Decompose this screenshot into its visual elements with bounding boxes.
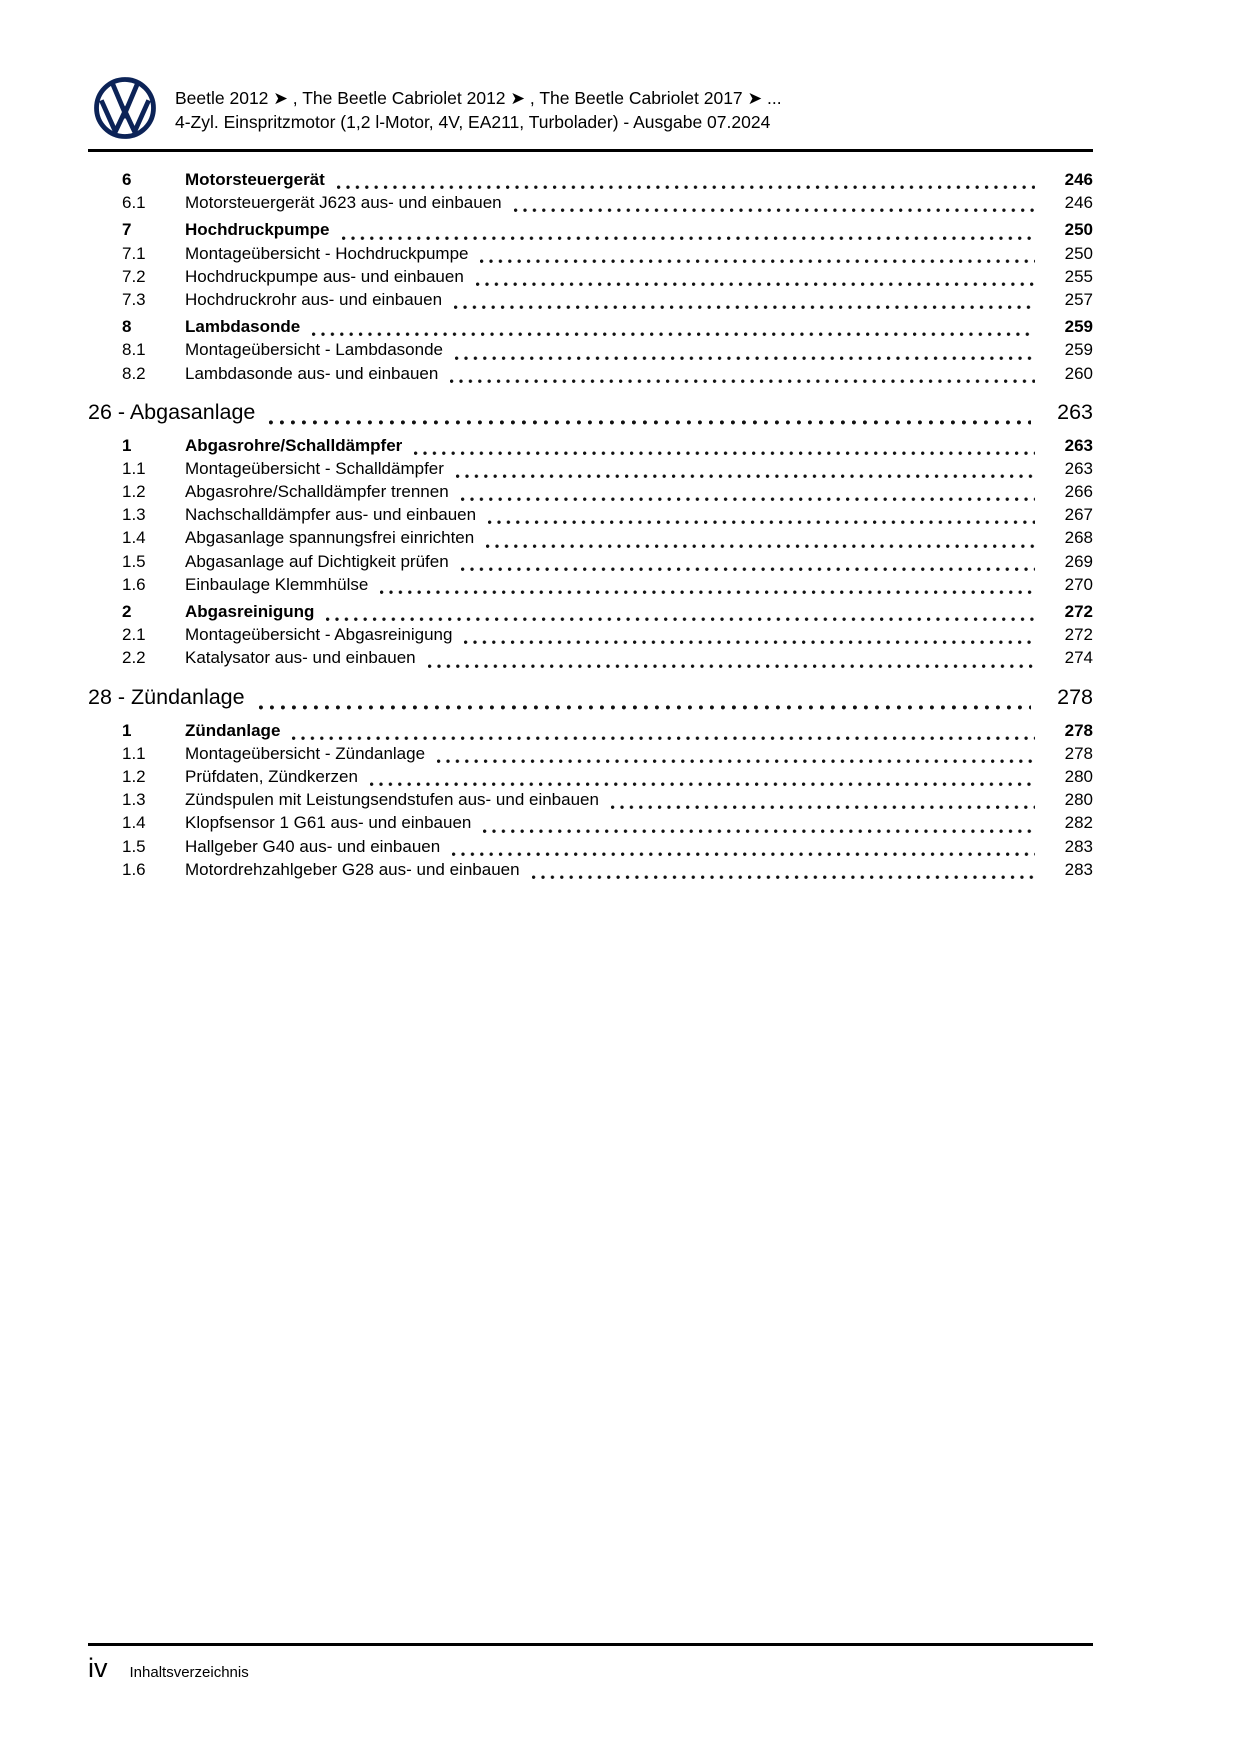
entry-title: Abgasrohre/Schalldämpfer — [185, 435, 403, 455]
entry-title: Abgasanlage spannungsfrei einrichten — [185, 528, 475, 548]
footer-page-number: iv — [88, 1653, 108, 1683]
header-text — [175, 76, 782, 134]
entry-title: Nachschalldämpfer aus- und einbauen — [185, 505, 477, 525]
dot-leader — [337, 185, 1035, 190]
entry-number: 1.1 — [122, 743, 146, 763]
entry-title: Zündspulen mit Leistungsendstufen aus- und einbauen — [185, 790, 599, 810]
dot-leader — [259, 705, 1031, 711]
entry-number: 7 — [122, 220, 132, 240]
entry-page-number: 260 — [1064, 363, 1093, 383]
dot-leader — [486, 544, 1035, 549]
entry-page-number: 269 — [1064, 551, 1093, 571]
entry-number: 8 — [122, 317, 132, 337]
entry-title: Hallgeber G40 aus- und einbauen — [185, 836, 441, 856]
entry-number: 6 — [122, 170, 132, 189]
footer-section-label: Inhaltsverzeichnis — [129, 1664, 249, 1681]
entry-number: 1 — [122, 435, 132, 455]
toc-chapter-row — [88, 400, 1093, 430]
entry-number: 7.3 — [122, 289, 146, 309]
entry-title: Lambdasonde aus- und einbauen — [185, 363, 439, 383]
entry-page-number: 280 — [1064, 766, 1093, 786]
entry-page-number: 255 — [1064, 266, 1093, 286]
entry-page-number: 266 — [1064, 482, 1093, 502]
toc-entry-row — [122, 290, 1093, 313]
entry-number: 1.3 — [122, 790, 146, 810]
dot-leader — [488, 520, 1035, 525]
toc-entry-row — [122, 575, 1093, 598]
toc-entry-row — [122, 860, 1093, 883]
entry-number: 2.1 — [122, 625, 146, 645]
dot-leader — [454, 305, 1035, 310]
entry-number: 1.5 — [122, 836, 146, 856]
toc-entry-row — [122, 459, 1093, 482]
toc-entry-row — [122, 505, 1093, 528]
entry-number: 1.2 — [122, 482, 146, 502]
footer-divider — [88, 1643, 1093, 1646]
dot-leader — [456, 474, 1035, 479]
toc-entry-row — [122, 267, 1093, 290]
entry-number: 2.2 — [122, 648, 146, 668]
entry-page-number: 280 — [1064, 790, 1093, 810]
dot-leader — [483, 829, 1035, 834]
entry-title: Montageübersicht - Lambdasonde — [185, 340, 443, 360]
dot-leader — [461, 497, 1035, 502]
toc-entry-row — [122, 340, 1093, 363]
entry-number: 1.2 — [122, 766, 146, 786]
entry-page-number: 282 — [1064, 813, 1093, 833]
chapter-title: 28 - Zündanlage — [88, 684, 245, 709]
entry-page-number: 250 — [1064, 220, 1093, 240]
dot-leader — [414, 451, 1035, 456]
entry-number: 1.4 — [122, 528, 146, 548]
entry-number: 1.5 — [122, 551, 146, 571]
dot-leader — [455, 356, 1035, 361]
dot-leader — [437, 759, 1035, 764]
entry-page-number: 270 — [1064, 574, 1093, 594]
toc-entry-row — [122, 602, 1093, 625]
header-divider — [88, 149, 1093, 152]
toc-entry-row — [122, 170, 1093, 193]
toc-entry-row — [122, 193, 1093, 216]
dot-leader — [480, 259, 1035, 264]
entry-title: Montageübersicht - Hochdruckpumpe — [185, 243, 469, 263]
dot-leader — [464, 640, 1035, 645]
entry-title: Montageübersicht - Zündanlage — [185, 743, 426, 763]
entry-page-number: 274 — [1064, 648, 1093, 668]
entry-number: 7.1 — [122, 243, 146, 263]
entry-number: 7.2 — [122, 266, 146, 286]
entry-title: Zündanlage — [185, 720, 281, 740]
entry-page-number: 250 — [1064, 243, 1093, 263]
entry-title: Klopfsensor 1 G61 aus- und einbauen — [185, 813, 472, 833]
toc-entry-row — [122, 837, 1093, 860]
dot-leader — [611, 805, 1035, 810]
entry-title: Prüfdaten, Zündkerzen — [185, 766, 358, 786]
entry-page-number: 283 — [1064, 836, 1093, 856]
entry-number: 8.1 — [122, 340, 146, 360]
toc-entry-row — [122, 220, 1093, 243]
entry-title: Abgasreinigung — [185, 602, 315, 621]
toc-entry-row — [122, 813, 1093, 836]
entry-page-number: 246 — [1064, 193, 1093, 213]
entry-title: Abgasrohre/Schalldämpfer trennen — [185, 482, 449, 502]
entry-page-number: 278 — [1064, 720, 1093, 740]
entry-number: 1.6 — [122, 859, 146, 879]
header-model-line: Beetle 2012 ➤ , The Beetle Cabriolet 2012 ➤ , The Beetle Cabriolet 2017 ➤ ... — [175, 88, 782, 108]
entry-page-number: 267 — [1064, 505, 1093, 525]
entry-number: 8.2 — [122, 363, 146, 383]
dot-leader — [292, 736, 1035, 741]
dot-leader — [514, 208, 1035, 213]
entry-number: 1 — [122, 720, 132, 740]
dot-leader — [370, 782, 1035, 787]
toc-entry-row — [122, 744, 1093, 767]
entry-page-number: 272 — [1064, 602, 1093, 621]
chapter-page-number: 278 — [1057, 684, 1093, 709]
entry-title: Katalysator aus- und einbauen — [185, 648, 416, 668]
toc-entry-row — [122, 244, 1093, 267]
entry-page-number: 268 — [1064, 528, 1093, 548]
footer-text — [88, 1653, 1093, 1683]
entry-page-number: 246 — [1064, 170, 1093, 189]
dot-leader — [476, 282, 1035, 287]
toc-entry-row — [122, 317, 1093, 340]
entry-page-number: 263 — [1064, 435, 1093, 455]
chapter-page-number: 263 — [1057, 399, 1093, 424]
entry-title: Montageübersicht - Abgasreinigung — [185, 625, 453, 645]
dot-leader — [452, 852, 1035, 857]
dot-leader — [269, 420, 1031, 426]
entry-page-number: 259 — [1064, 340, 1093, 360]
toc-chapter-row — [88, 685, 1093, 715]
dot-leader — [450, 379, 1035, 384]
toc-entry-row — [122, 528, 1093, 551]
entry-title: Hochdruckpumpe aus- und einbauen — [185, 266, 464, 286]
header-engine-line: 4-Zyl. Einspritzmotor (1,2 l-Motor, 4V, EA211, Turbolader) - Ausgabe 07.2024 — [175, 111, 771, 132]
entry-page-number: 257 — [1064, 289, 1093, 309]
entry-title: Abgasanlage auf Dichtigkeit prüfen — [185, 551, 449, 571]
entry-page-number: 283 — [1064, 859, 1093, 879]
dot-leader — [312, 332, 1035, 337]
entry-number: 6.1 — [122, 193, 146, 213]
dot-leader — [326, 617, 1035, 622]
entry-title: Motorsteuergerät J623 aus- und einbauen — [185, 193, 502, 213]
entry-number: 1.6 — [122, 574, 146, 594]
entry-page-number: 259 — [1064, 317, 1093, 337]
entry-number: 2 — [122, 602, 132, 621]
dot-leader — [461, 567, 1035, 572]
entry-title: Montageübersicht - Schalldämpfer — [185, 458, 444, 478]
toc-entry-row — [122, 648, 1093, 671]
toc-entry-row — [122, 482, 1093, 505]
dot-leader — [532, 875, 1035, 880]
dot-leader — [342, 236, 1035, 241]
entry-page-number: 272 — [1064, 625, 1093, 645]
entry-title: Hochdruckrohr aus- und einbauen — [185, 289, 443, 309]
table-of-contents — [88, 166, 1093, 883]
page-footer — [88, 1643, 1093, 1683]
entry-number: 1.4 — [122, 813, 146, 833]
dot-leader — [380, 590, 1035, 595]
entry-title: Lambdasonde — [185, 317, 301, 337]
toc-entry-row — [122, 767, 1093, 790]
entry-number: 1.1 — [122, 458, 146, 478]
dot-leader — [428, 664, 1035, 669]
toc-entry-row — [122, 436, 1093, 459]
toc-entry-row — [122, 721, 1093, 744]
entry-page-number: 263 — [1064, 458, 1093, 478]
entry-title: Einbaulage Klemmhülse — [185, 574, 369, 594]
chapter-title: 26 - Abgasanlage — [88, 399, 256, 424]
toc-entry-row — [122, 552, 1093, 575]
entry-title: Motorsteuergerät — [185, 170, 325, 189]
page-header — [93, 76, 782, 140]
toc-entry-row — [122, 625, 1093, 648]
vw-logo-icon — [93, 76, 157, 140]
entry-title: Motordrehzahlgeber G28 aus- und einbauen — [185, 859, 520, 879]
entry-title: Hochdruckpumpe — [185, 220, 330, 240]
toc-entry-row — [122, 364, 1093, 387]
entry-page-number: 278 — [1064, 743, 1093, 763]
toc-entry-row — [122, 790, 1093, 813]
entry-number: 1.3 — [122, 505, 146, 525]
